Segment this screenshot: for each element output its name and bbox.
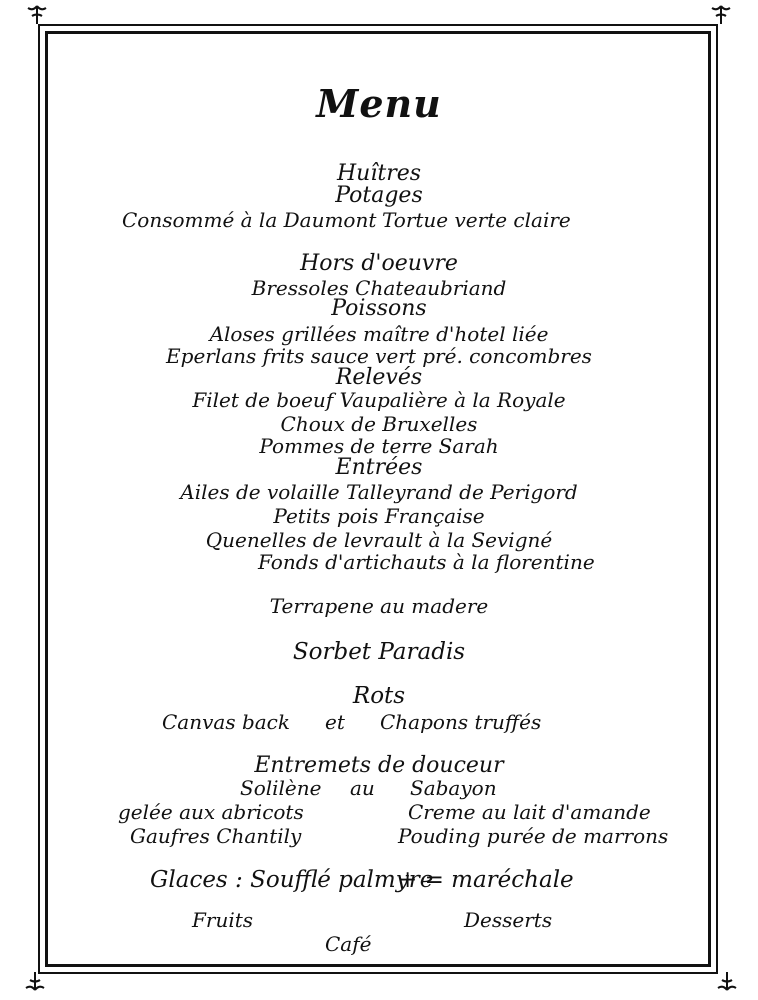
pommes: Pommes de terre Sarah	[259, 434, 499, 458]
entrees: Entrées	[335, 455, 423, 480]
solilene: Solilène	[240, 776, 322, 800]
petits-pois: Petits pois Française	[273, 504, 485, 528]
fleuron-top-left-icon	[26, 4, 48, 26]
ailes: Ailes de volaille Talleyrand de Perigord	[180, 480, 578, 504]
choux: Choux de Bruxelles	[280, 412, 478, 436]
huitres: Huîtres	[336, 161, 422, 186]
pouding: Pouding purée de marrons	[398, 824, 669, 848]
fruits: Fruits	[192, 908, 254, 932]
cafe: Café	[325, 932, 372, 956]
desserts: Desserts	[464, 908, 553, 932]
gaufres: Gaufres Chantily	[130, 824, 302, 848]
bressoles: Bressoles Chateaubriand	[251, 276, 507, 300]
eperlans: Eperlans frits sauce vert pré. concombres	[166, 344, 592, 368]
fleuron-bottom-right-icon	[716, 970, 738, 992]
gelee: gelée aux abricots	[118, 800, 304, 824]
consomme: Consommé à la Daumont	[122, 208, 377, 232]
potages: Potages	[335, 183, 423, 208]
fonds: Fonds d'artichauts à la florentine	[258, 550, 595, 574]
canvas-back: Canvas back	[162, 710, 290, 734]
poissons: Poissons	[331, 296, 427, 321]
terrapene: Terrapene au madere	[269, 594, 489, 618]
glaces: Glaces : Soufflé palmyre	[150, 867, 434, 893]
chapons: Chapons truffés	[380, 710, 542, 734]
filet: Filet de boeuf Vaupalière à la Royale	[192, 388, 566, 412]
fleuron-bottom-left-icon	[24, 970, 46, 992]
rots: Rots	[352, 683, 406, 709]
sorbet: Sorbet Paradis	[292, 639, 466, 665]
tortue: Tortue verte claire	[382, 208, 571, 232]
entremets: Entremets de douceur	[254, 753, 504, 778]
releves: Relevés	[335, 365, 423, 390]
aloses: Aloses grillées maître d'hotel liée	[209, 322, 549, 346]
sabayon: Sabayon	[410, 776, 497, 800]
et: et	[325, 710, 345, 734]
fleuron-top-right-icon	[710, 4, 732, 26]
hors-doeuvre: Hors d'oeuvre	[300, 251, 458, 276]
marechale: + = maréchale	[398, 867, 574, 893]
quenelles: Quenelles de levrault à la Sevigné	[205, 528, 553, 552]
creme: Creme au lait d'amande	[408, 800, 651, 824]
menu-title-text: Menu	[316, 81, 442, 126]
au: au	[350, 776, 375, 800]
